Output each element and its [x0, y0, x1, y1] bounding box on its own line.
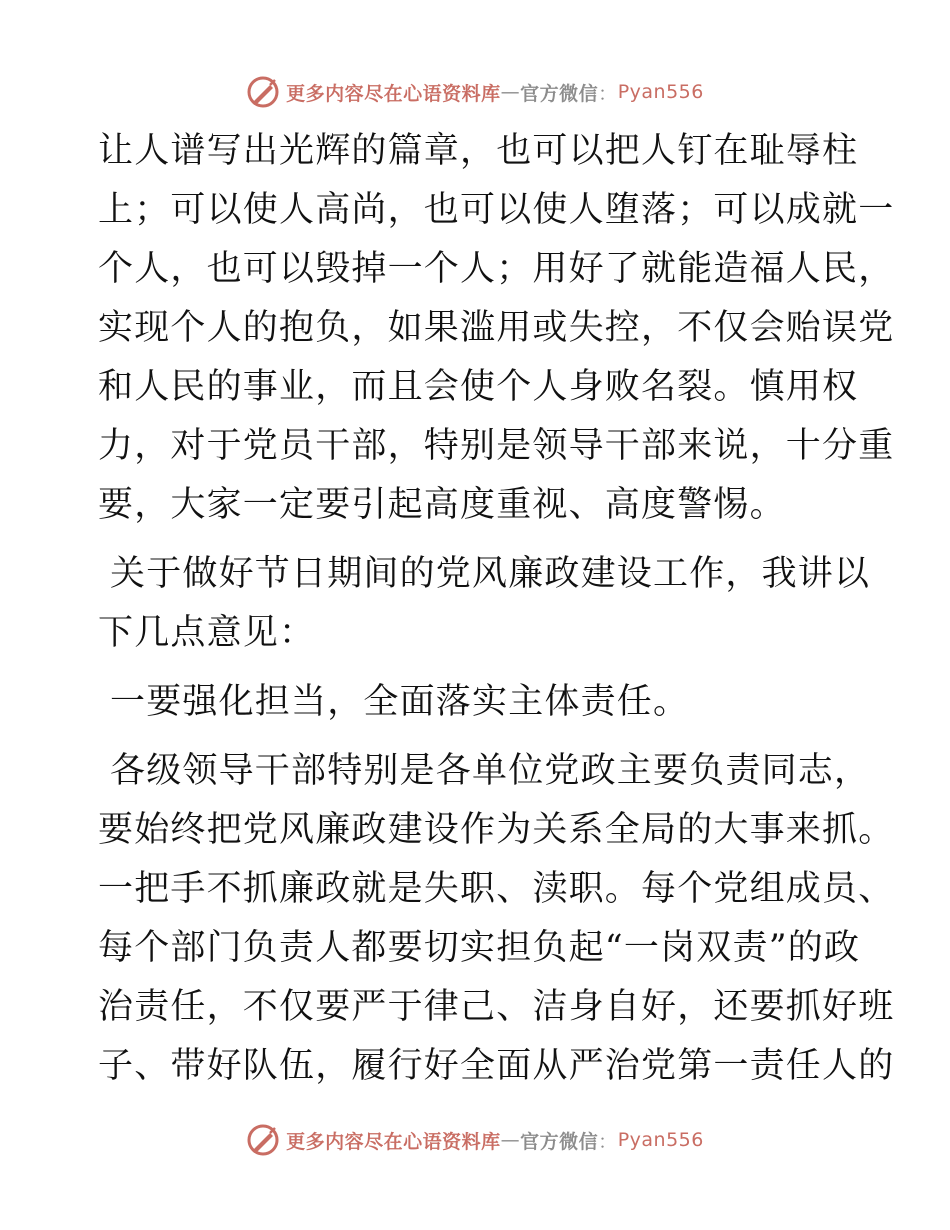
text-line: 各级领导干部特别是各单位党政主要负责同志，: [110, 751, 871, 791]
watermark-separator: —: [500, 81, 521, 103]
text-line: 让人谱写出光辉的篇章，也可以把人钉在耻辱柱: [98, 131, 859, 171]
text-line: 治责任，不仅要严于律己、洁身自好，还要抓好班: [98, 987, 895, 1027]
quill-pen-logo-icon: [246, 1123, 280, 1157]
text-line: 子、带好队伍，履行好全面从严治党第一责任人的: [98, 1046, 895, 1086]
text-line: 关于做好节日期间的党风廉政建设工作，我讲以: [110, 554, 871, 594]
paragraph-2: [98, 545, 871, 663]
watermark-colon: ：: [598, 82, 618, 105]
quill-pen-logo-icon: [246, 75, 280, 109]
paragraph-3-heading: [98, 673, 858, 732]
text-line: 一把手不抓廉政就是失职、渎职。每个党组成员、: [98, 869, 895, 909]
text-line: 上；可以使人高尚，也可以使人堕落；可以成就一: [98, 190, 895, 230]
text-line: 下几点意见：: [98, 613, 316, 653]
text-line: 个人，也可以毁掉一个人；用好了就能造福人民，: [98, 249, 895, 289]
paragraph-1: [98, 122, 895, 535]
watermark-wechat-label: 官方微信: [520, 1130, 599, 1153]
text-line: 和人民的事业，而且会使个人身败名裂。慎用权: [98, 367, 859, 407]
watermark-wechat-id: Pyan556: [617, 1129, 704, 1151]
text-line: 要，大家一定要引起高度重视、高度警惕。: [98, 485, 786, 525]
text-line: 一要强化担当，全面落实主体责任。: [110, 682, 690, 722]
paragraph-4: [98, 742, 895, 1096]
watermark-wechat-id: Pyan556: [617, 81, 704, 103]
footer-watermark: [0, 1120, 950, 1160]
text-line: 要始终把党风廉政建设作为关系全局的大事来抓。: [98, 810, 895, 850]
watermark-separator: —: [500, 1129, 521, 1151]
watermark-colon: ：: [598, 1130, 618, 1153]
document-body: [98, 122, 895, 1096]
header-watermark: [0, 72, 950, 112]
watermark-wechat-label: 官方微信: [520, 82, 599, 105]
text-line: 每个部门负责人都要切实担负起“一岗双责”的政: [98, 928, 861, 968]
watermark-main-text: 更多内容尽在心语资料库: [286, 1130, 501, 1153]
text-line: 力，对于党员干部，特别是领导干部来说，十分重: [98, 426, 895, 466]
watermark-main-text: 更多内容尽在心语资料库: [286, 82, 501, 105]
text-line: 实现个人的抱负，如果滥用或失控，不仅会贻误党: [98, 308, 895, 348]
